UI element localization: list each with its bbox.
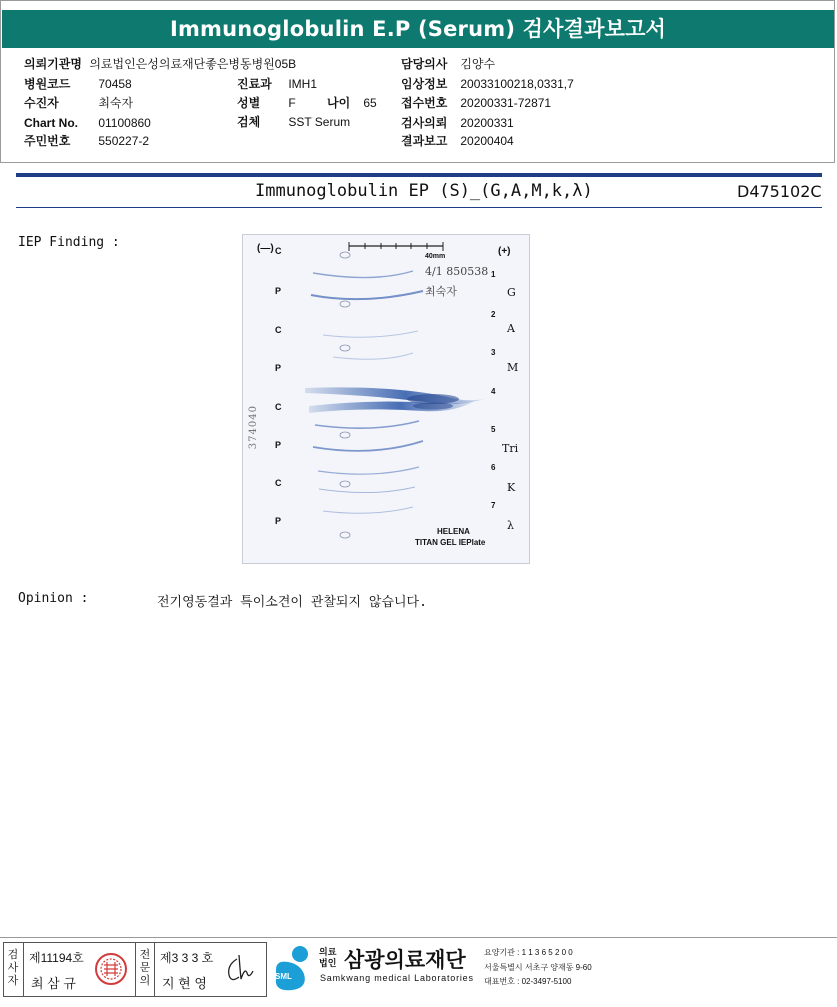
test-underline	[16, 207, 822, 208]
sig-divider-1	[23, 943, 24, 996]
iep-gel-image	[242, 234, 530, 564]
department-value: IMH1	[288, 77, 318, 91]
gel-mark-c2: C	[275, 325, 282, 335]
gel-brand-line1: HELENA	[437, 527, 470, 536]
hospital-value: 의료법인은성의료재단좋은병동병원05B	[89, 57, 297, 71]
sml-badge-text: SML	[275, 972, 292, 981]
sex-value: F	[288, 96, 296, 110]
specimen-label: 검체	[237, 115, 261, 129]
gel-mark-p1: P	[275, 286, 282, 296]
section-divider	[16, 173, 822, 177]
scale-label: 40mm	[425, 253, 446, 260]
test-name: Immunoglobulin EP (S)_(G,A,M,k,λ)	[255, 181, 593, 201]
request-date-label: 검사의뢰	[401, 116, 448, 130]
report-date-row	[401, 134, 514, 148]
lab-phone: 대표번호 : 02-3497-5100	[484, 977, 572, 986]
report-date-label: 결과보고	[401, 134, 448, 148]
lane-letter-k: K	[507, 481, 516, 494]
gel-brand-line2: TITAN GEL IEPlate	[415, 538, 486, 547]
lab-address: 서울특별시 서초구 양재동 9-60	[484, 963, 592, 972]
lane-letter-lambda: λ	[507, 519, 514, 532]
hospital-code-value: 70458	[98, 77, 132, 91]
lane-letter-m: M	[507, 361, 519, 374]
gel-mark-c3: C	[275, 402, 282, 412]
doctor-value: 김양수	[460, 57, 496, 71]
resident-no-value: 550227-2	[98, 134, 150, 148]
age-label: 나이	[327, 96, 351, 110]
lane-number-3: 3	[491, 348, 496, 357]
request-date-value: 20200331	[460, 116, 514, 130]
sig-divider-2	[135, 943, 136, 996]
hospital-code-row	[24, 77, 132, 91]
gel-side-number: 374040	[248, 405, 259, 450]
lane-number-1: 1	[491, 270, 496, 279]
receipt-no-label: 접수번호	[401, 96, 448, 110]
sig-divider-3	[154, 943, 155, 996]
lane-number-6: 6	[491, 463, 496, 472]
lab-legal-bottom: 법인	[319, 958, 337, 968]
sex-row	[237, 96, 296, 110]
gel-mark-c4: C	[275, 478, 282, 488]
dense-bands	[305, 387, 488, 413]
specialist-name: 지 현 영	[162, 976, 207, 991]
hospital-row	[24, 57, 296, 71]
specialist-label: 전문의	[139, 949, 151, 987]
inspector-license-no: 제11194호	[29, 951, 84, 965]
hospital-label: 의뢰기관명	[24, 57, 82, 71]
gel-plate	[243, 235, 529, 563]
report-title: Immunoglobulin E.P (Serum) 검사결과보고서	[2, 10, 834, 48]
iep-finding-label: IEP Finding :	[18, 235, 120, 250]
test-code: D475102C	[737, 182, 822, 201]
patient-name-row	[24, 96, 133, 110]
lab-institution-no: 요양기관 : 1 1 3 6 5 2 0 0	[484, 948, 573, 957]
chart-no-label: Chart No.	[24, 116, 78, 130]
chart-no-row	[24, 116, 151, 130]
chart-no-value: 01100860	[98, 116, 151, 130]
clinical-info-value: 20033100218,0331,7	[460, 77, 574, 91]
opinion-label: Opinion :	[18, 591, 89, 606]
opinion-text: 전기영동결과 특이소견이 관찰되지 않습니다.	[157, 595, 427, 610]
patient-name-label: 수진자	[24, 96, 59, 110]
lane-letter-tri: Tri	[502, 442, 519, 455]
footer-divider	[0, 937, 837, 938]
age-row	[327, 96, 377, 110]
gel-mark-p3: P	[275, 440, 282, 450]
handwritten-name: 최숙자	[425, 286, 457, 298]
sample-wells	[340, 252, 350, 538]
department-row	[237, 77, 317, 91]
clinical-info-row	[401, 77, 574, 91]
sex-label: 성별	[237, 96, 261, 110]
lane-number-7: 7	[491, 501, 496, 510]
lane-number-2: 2	[491, 310, 496, 319]
receipt-no-row	[401, 96, 551, 110]
age-value: 65	[363, 96, 377, 110]
lane-letter-g: G	[507, 286, 516, 299]
specialist-license-no: 제3 3 3 호	[160, 951, 214, 965]
gel-mark-minus: (—)	[257, 243, 274, 254]
inspector-name: 최 삼 규	[31, 976, 76, 991]
gel-mark-plus: (+)	[498, 246, 511, 257]
specimen-value: SST Serum	[288, 115, 351, 129]
resident-no-label: 주민번호	[24, 134, 71, 148]
handwritten-id: 4/1 850538	[425, 265, 489, 278]
patient-name-value: 최숙자	[98, 96, 134, 110]
gel-mark-p4: P	[275, 516, 282, 526]
request-date-row	[401, 116, 514, 130]
resident-no-row	[24, 134, 149, 148]
doctor-label: 담당의사	[401, 57, 448, 71]
clinical-info-label: 임상정보	[401, 77, 448, 91]
gel-mark-p2: P	[275, 363, 282, 373]
gel-mark-c1: C	[275, 246, 282, 256]
doctor-row	[401, 57, 495, 71]
inspector-seal-stamp	[93, 951, 129, 987]
lane-number-4: 4	[491, 387, 496, 396]
specialist-signature	[223, 953, 259, 985]
lab-legal-type	[319, 947, 336, 969]
signature-box	[3, 942, 267, 997]
inspector-label: 검사자	[7, 949, 19, 987]
receipt-no-value: 20200331-72871	[460, 96, 552, 110]
report-date-value: 20200404	[460, 134, 514, 148]
sml-logo-icon	[270, 944, 316, 996]
lane-number-5: 5	[491, 425, 496, 434]
lab-legal-top: 의료	[319, 947, 337, 957]
specimen-row	[237, 115, 350, 129]
lab-name-english: Samkwang medical Laboratories	[320, 973, 474, 983]
department-label: 진료과	[237, 77, 272, 91]
lane-letter-a: A	[507, 322, 515, 335]
hospital-code-label: 병원코드	[24, 77, 71, 91]
lab-name: 삼광의료재단	[344, 948, 466, 972]
